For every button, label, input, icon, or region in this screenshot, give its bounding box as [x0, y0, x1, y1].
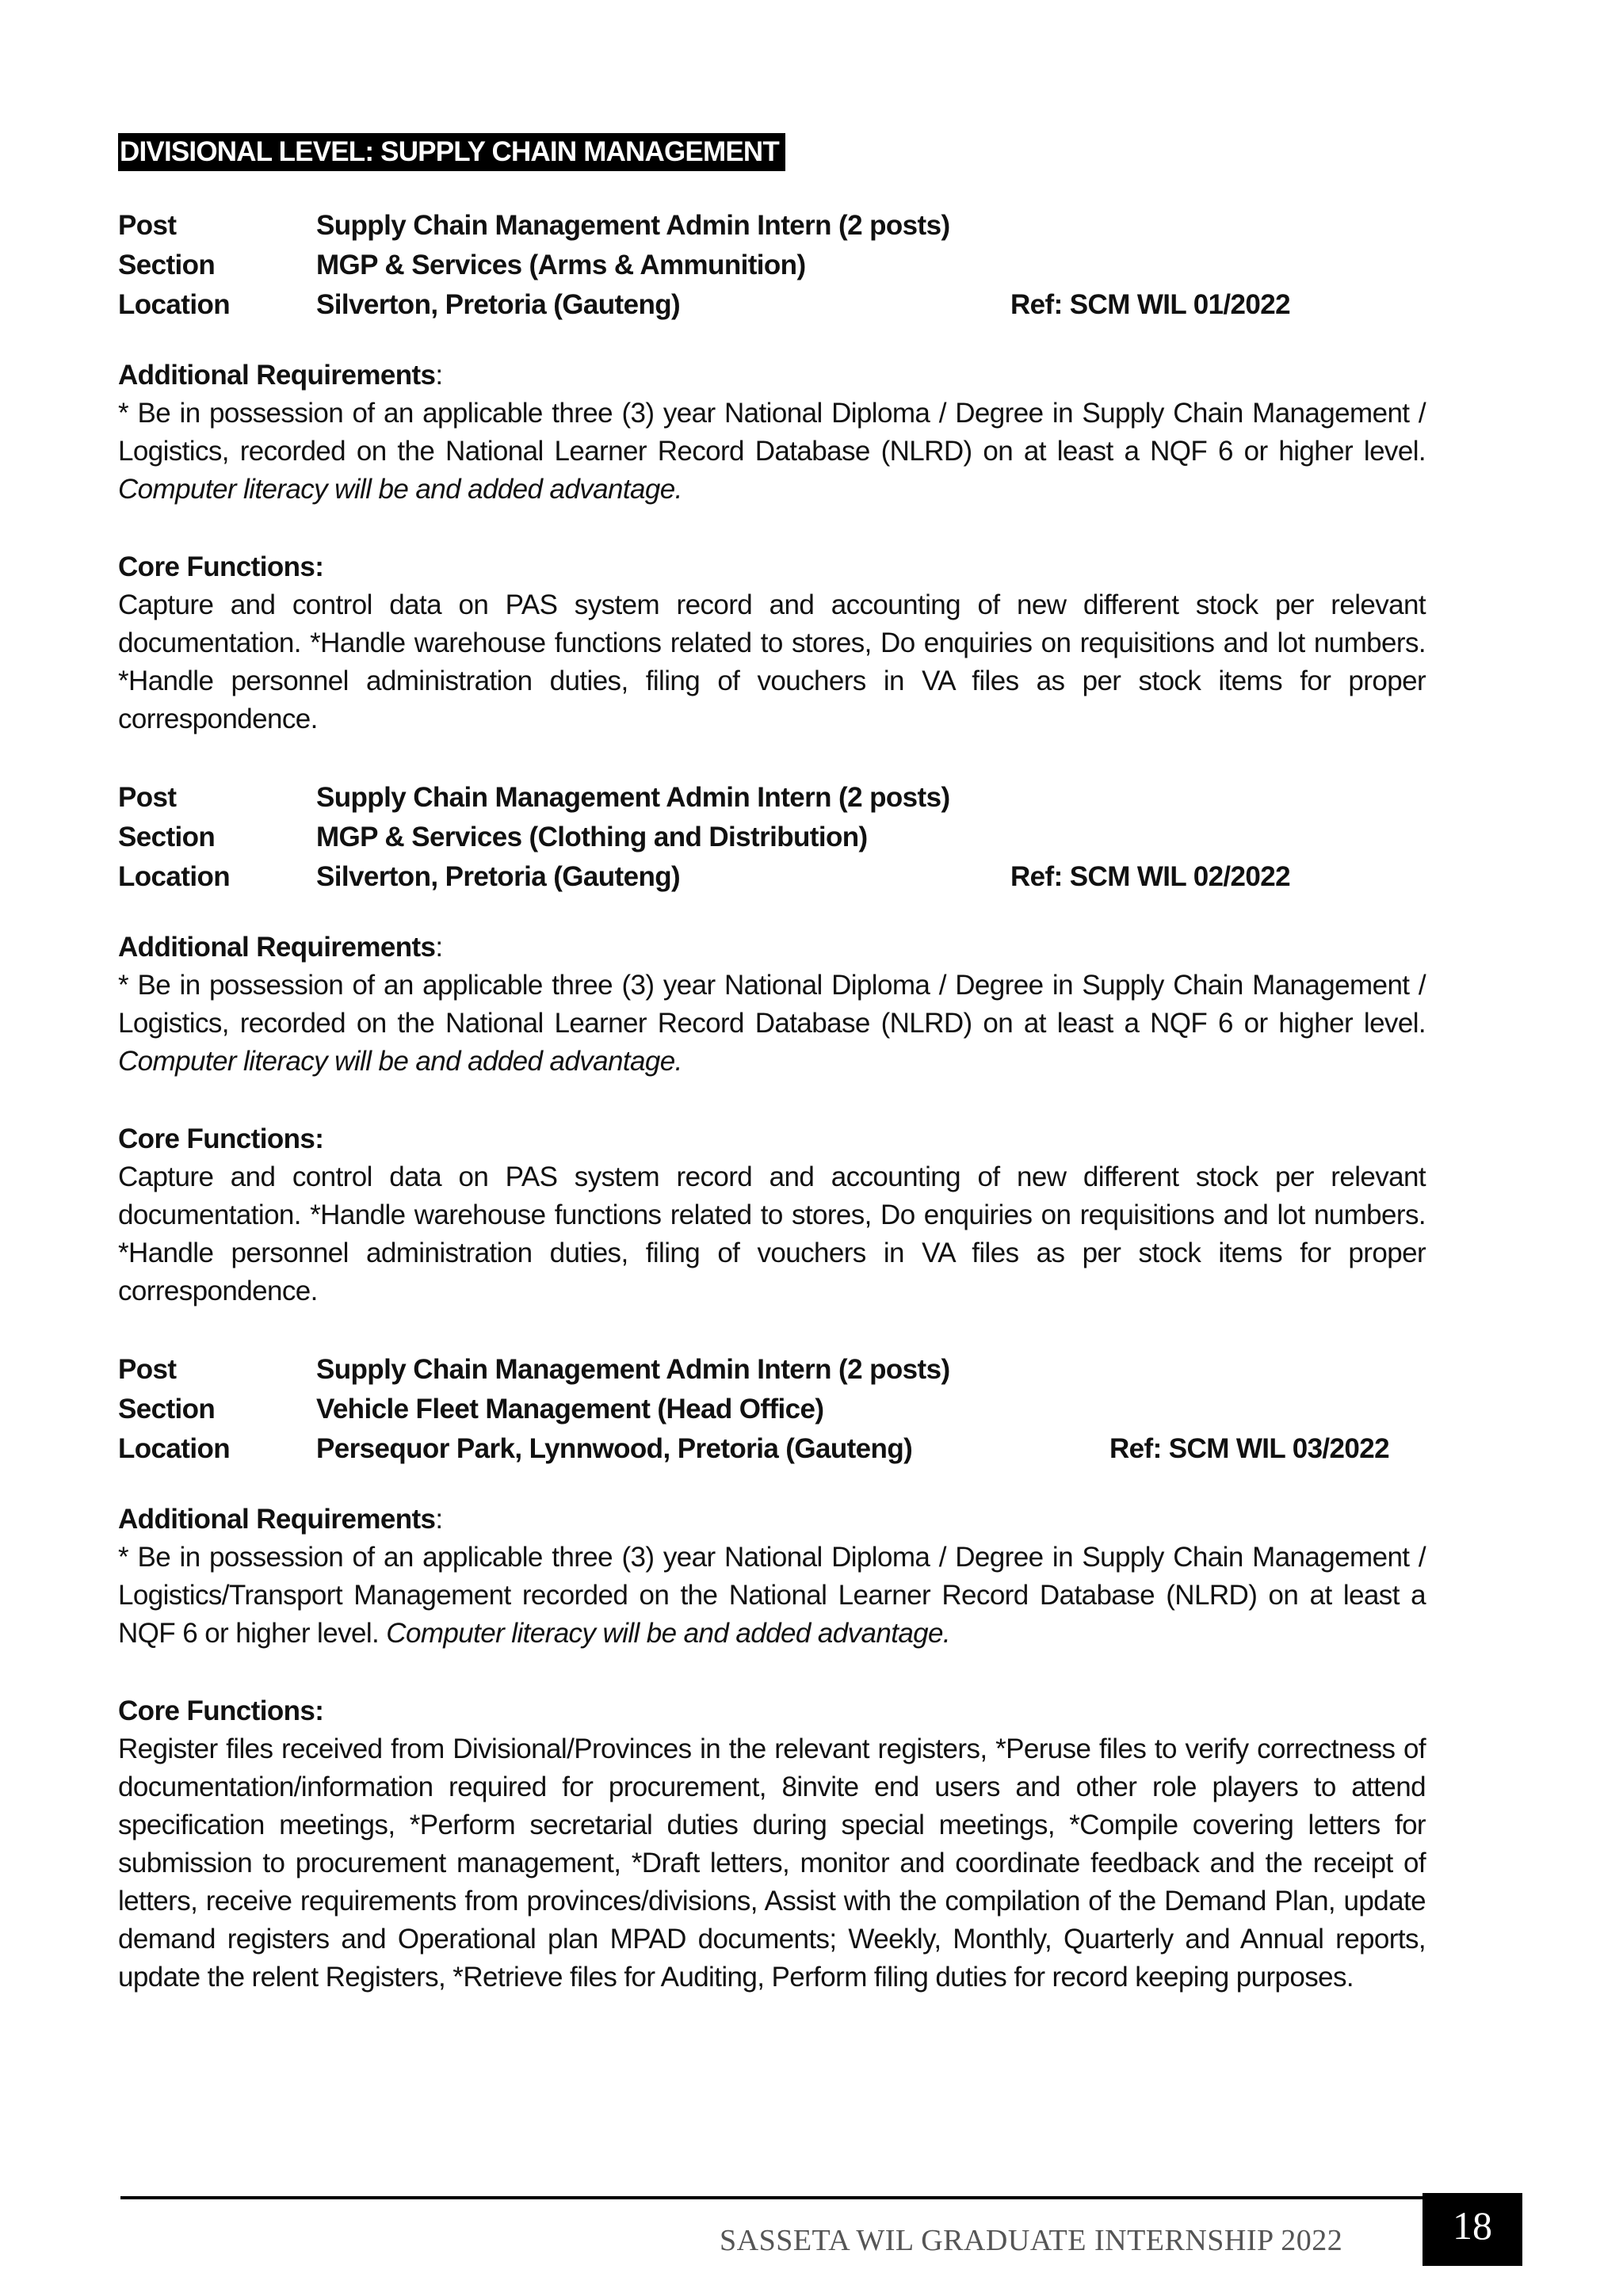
location-row [118, 1429, 1426, 1469]
location-row [118, 285, 1426, 325]
heading-colon: : [435, 932, 443, 963]
section-label: Section [118, 822, 216, 852]
requirements-italic-note: Computer literacy will be and added advantage. [118, 1046, 682, 1077]
post-value: Supply Chain Management Admin Intern (2 posts) [316, 1354, 950, 1385]
section-row [118, 818, 1426, 857]
requirements-text [118, 967, 1426, 1081]
location-label: Location [118, 1433, 231, 1464]
requirements-body: * Be in possession of an applicable three (3) year National Diploma / Degree in Supply Chain Management / Logistics, recorded on the National Learner Record Database (NLRD) on at least a NQF 6 or higher level. [118, 970, 1426, 1039]
post-label: Post [118, 210, 177, 241]
post-row [118, 778, 1426, 818]
post-row [118, 1350, 1426, 1390]
division-heading-wrapper [118, 133, 1426, 171]
requirements-italic-note: Computer literacy will be and added advantage. [118, 474, 682, 505]
additional-requirements-label: Additional Requirements [118, 360, 436, 391]
additional-requirements-heading [118, 929, 1426, 967]
post-row [118, 206, 1426, 246]
post-block-2 [118, 778, 1426, 1310]
division-heading: DIVISIONAL LEVEL: SUPPLY CHAIN MANAGEMENT [118, 133, 785, 171]
location-value: Persequor Park, Lynnwood, Pretoria (Gauteng) [316, 1433, 913, 1464]
reference-number: Ref: SCM WIL 02/2022 [1010, 861, 1291, 892]
section-row [118, 246, 1426, 285]
location-label: Location [118, 289, 231, 320]
heading-colon: : [435, 360, 443, 391]
post-value: Supply Chain Management Admin Intern (2 posts) [316, 782, 950, 813]
location-label: Location [118, 861, 231, 892]
section-value: MGP & Services (Clothing and Distribution) [316, 822, 868, 852]
post-block-3 [118, 1350, 1426, 1997]
core-functions-text: Capture and control data on PAS system record and accounting of new different stock per relevant documentation. *Handle warehouse functions related to stores, Do enquiries on requisitions and lot numbers. *Handle personnel administration duties, filing of vouchers in VA files as per stock items for proper correspondence. [118, 1161, 1426, 1306]
post-label: Post [118, 1354, 177, 1385]
additional-requirements-heading [118, 357, 1426, 395]
requirements-text [118, 395, 1426, 509]
additional-requirements-heading [118, 1501, 1426, 1539]
post-block-1 [118, 206, 1426, 738]
additional-requirements-label: Additional Requirements [118, 932, 436, 963]
post-label: Post [118, 782, 177, 813]
location-value: Silverton, Pretoria (Gauteng) [316, 289, 681, 320]
core-functions-text: Register files received from Divisional/Provinces in the relevant registers, *Peruse files to verify correctness of documentation/information required for procurement, 8invite end users and other role players to attend specification meetings, *Perform secretarial duties during special meetings, *Compile covering letters for submission to procurement management, *Draft letters, monitor and coordinate feedback and the receipt of letters, receive requirements from provinces/divisions, Assist with the compilation of the Demand Plan, update demand registers and Operational plan MPAD documents; Weekly, Monthly, Quarterly and Annual reports, update the relent Registers, *Retrieve files for Auditing, Perform filing duties for record keeping purposes. [118, 1733, 1426, 1993]
core-functions-heading: Core Functions: [118, 1695, 324, 1726]
location-value: Silverton, Pretoria (Gauteng) [316, 861, 681, 892]
footer-divider [120, 2196, 1428, 2199]
requirements-body: * Be in possession of an applicable three (3) year National Diploma / Degree in Supply Chain Management / Logistics, recorded on the National Learner Record Database (NLRD) on at least a NQF 6 or higher level. [118, 398, 1426, 467]
section-label: Section [118, 250, 216, 280]
page-number: 18 [1453, 2203, 1492, 2248]
reference-number: Ref: SCM WIL 01/2022 [1010, 289, 1291, 320]
core-functions-text: Capture and control data on PAS system record and accounting of new different stock per relevant documentation. *Handle warehouse functions related to stores, Do enquiries on requisitions and lot numbers. *Handle personnel administration duties, filing of vouchers in VA files as per stock items for proper correspondence. [118, 589, 1426, 734]
section-value: Vehicle Fleet Management (Head Office) [316, 1394, 824, 1425]
requirements-text [118, 1539, 1426, 1653]
heading-colon: : [435, 1504, 443, 1535]
core-functions-heading: Core Functions: [118, 1123, 324, 1154]
reference-number: Ref: SCM WIL 03/2022 [1109, 1433, 1390, 1464]
page-number-box [1423, 2193, 1522, 2266]
requirements-body: * Be in possession of an applicable three (3) year National Diploma / Degree in Supply Chain Management / Logistics/Transport Management recorded on the National Learner Record Database (NLRD) on at least a NQF 6 or higher level. [118, 1542, 1426, 1649]
footer-title: SASSETA WIL GRADUATE INTERNSHIP 2022 [720, 2224, 1343, 2257]
section-row [118, 1390, 1426, 1429]
section-value: MGP & Services (Arms & Ammunition) [316, 250, 806, 280]
section-label: Section [118, 1394, 216, 1425]
location-row [118, 857, 1426, 897]
requirements-italic-note: Computer literacy will be and added advantage. [386, 1618, 951, 1649]
core-functions-heading: Core Functions: [118, 551, 324, 582]
post-value: Supply Chain Management Admin Intern (2 posts) [316, 210, 950, 241]
additional-requirements-label: Additional Requirements [118, 1504, 436, 1535]
page-content [118, 133, 1426, 1997]
